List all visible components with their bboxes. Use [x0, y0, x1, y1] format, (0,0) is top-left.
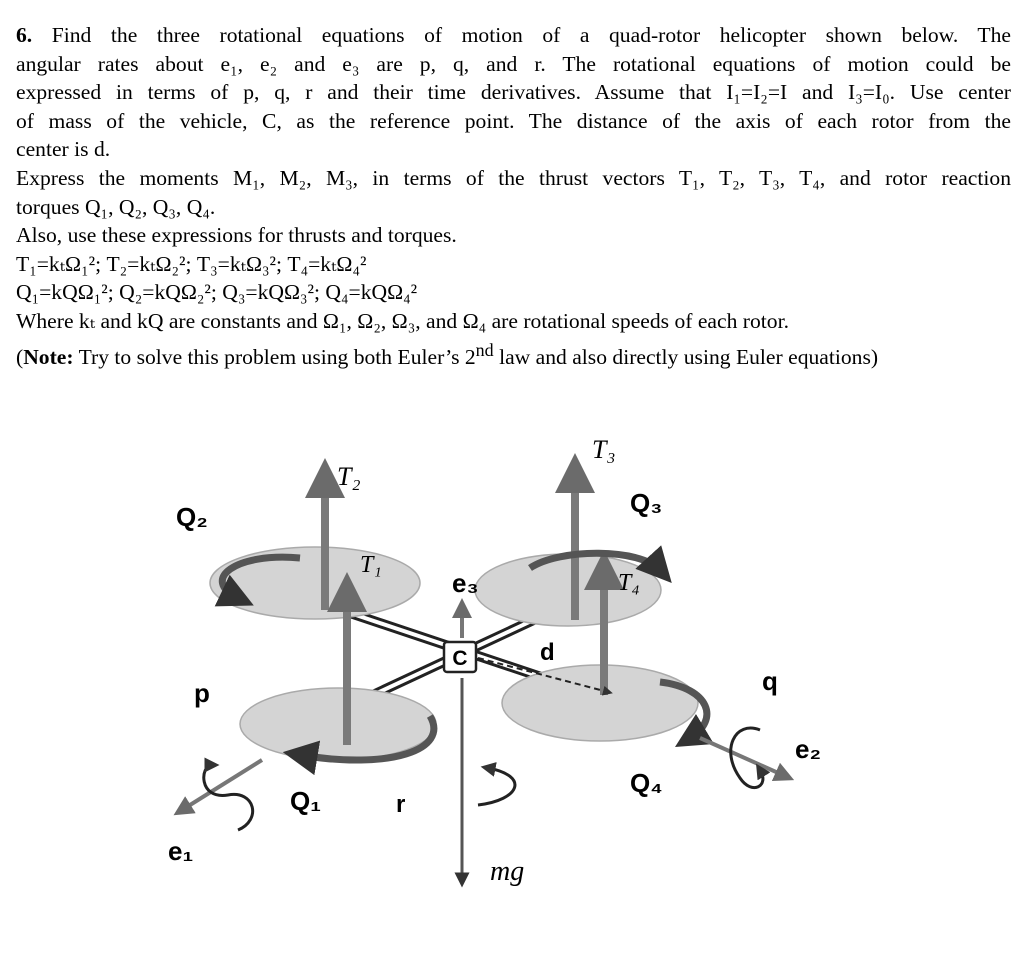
label-q: q: [762, 666, 778, 696]
quadrotor-diagram: [0, 420, 1024, 969]
problem-line-4: of mass of the vehicle, C, as the reference point. The distance of the axis of each rotor from the: [16, 108, 1011, 133]
roll-rotation-p: [204, 765, 253, 830]
label-T1: T₁: [360, 552, 382, 578]
label-e2: e₂: [795, 734, 822, 764]
yaw-rotation-r: [478, 768, 515, 805]
label-e3: e₃: [452, 568, 479, 598]
label-T2: T₂: [337, 462, 361, 491]
problem-line-7: torques Q₁, Q₂, Q₃, Q₄.: [16, 194, 216, 219]
label-e1: e₁: [168, 836, 194, 866]
label-r: r: [396, 791, 406, 818]
problem-line-5: center is d.: [16, 137, 111, 162]
label-Q1: Q₁: [290, 786, 321, 816]
thrust-equations: T₁=kₜΩ₁²; T₂=kₜΩ₂²; T₃=kₜΩ₃²; T₄=kₜΩ₄²: [16, 251, 367, 276]
label-d: d: [540, 639, 555, 666]
note-line: (Note: Try to solve this problem using both Euler’s 2nd law and also directly using Euler equations): [16, 339, 879, 369]
label-Q2: Q₂: [176, 502, 208, 532]
label-mg: mg: [490, 856, 525, 887]
label-Q4: Q₄: [630, 768, 663, 798]
label-p: p: [194, 678, 210, 708]
torque-equations: Q₁=kQΩ₁²; Q₂=kQΩ₂²; Q₃=kQΩ₃²; Q₄=kQΩ₄²: [16, 280, 418, 305]
label-T3: T₃: [592, 435, 616, 464]
problem-line-11: Where kₜ and kQ are constants and Ω₁, Ω₂, Ω₃, and Ω₄ are rotational speeds of each rotor.: [16, 308, 789, 333]
problem-statement: [16, 21, 1011, 371]
note-label: Note:: [23, 344, 74, 369]
problem-line-1: 6. Find the three rotational equations of motion of a quad-rotor helicopter shown below. The: [16, 23, 1011, 47]
rotor-disc-1: [240, 688, 436, 760]
label-C: C: [452, 647, 468, 670]
problem-line-3: expressed in terms of p, q, r and their time derivatives. Assume that I₁=I₂=I and I₃=I₀. Use center: [16, 80, 1011, 105]
label-Q3: Q₃: [630, 488, 663, 518]
problem-line-2: angular rates about e₁, e₂ and e₃ are p, q, and r. The rotational equations of motion could be: [16, 51, 1011, 76]
label-T4: T₄: [618, 570, 640, 596]
rotor-disc-2: [210, 547, 420, 619]
problem-line-6: Express the moments M₁, M₂, M₃, in terms of the thrust vectors T₁, T₂, T₃, T₄, and rotor reaction: [16, 165, 1011, 190]
problem-line-8: Also, use these expressions for thrusts and torques.: [16, 223, 457, 248]
e2-axis-arrow: [700, 738, 785, 776]
problem-number: 6.: [16, 23, 33, 47]
